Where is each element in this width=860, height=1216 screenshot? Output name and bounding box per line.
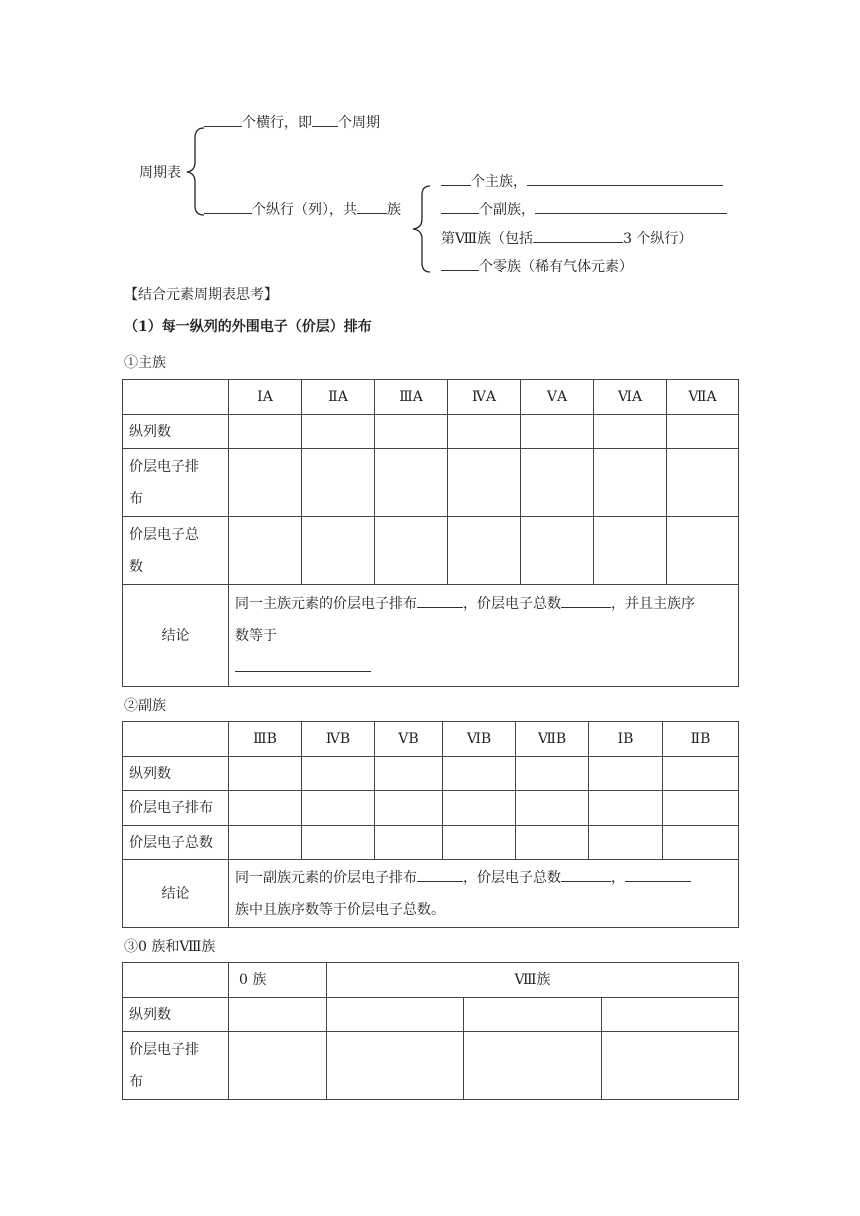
answer-cell[interactable] (516, 826, 589, 860)
answer-cell[interactable] (594, 517, 667, 585)
header-cell: ⅡA (302, 380, 375, 415)
conclusion-text: ， (611, 869, 625, 886)
conclusion-text: ，价层电子总数 (463, 595, 561, 612)
table-row (123, 791, 739, 826)
zero-group8-table (122, 962, 739, 1100)
answer-cell[interactable] (443, 791, 516, 826)
blank-columns[interactable] (204, 200, 252, 214)
blank[interactable] (561, 868, 611, 882)
answer-cell[interactable] (327, 1032, 464, 1100)
table-header-row (123, 380, 739, 415)
blank-sub-list[interactable] (535, 200, 727, 214)
group8-text-b: 3 个纵行） (623, 231, 693, 247)
periods-text: 个周期 (338, 115, 380, 131)
outline-zero-line (441, 257, 633, 276)
blank[interactable] (235, 658, 371, 672)
answer-cell[interactable] (229, 757, 302, 791)
answer-cell[interactable] (602, 998, 739, 1032)
table-row (123, 1032, 739, 1100)
blank-sub-count[interactable] (441, 200, 479, 214)
header-cell: ⅠB (589, 722, 663, 757)
answer-cell[interactable] (589, 757, 663, 791)
answer-cell[interactable] (589, 826, 663, 860)
conclusion-cell (229, 860, 739, 928)
header-cell: ⅢA (375, 380, 448, 415)
blank-groups[interactable] (357, 200, 387, 214)
blank-rows[interactable] (204, 113, 242, 127)
main-groups-text: 个主族， (471, 174, 527, 190)
header-cell: ⅣB (302, 722, 375, 757)
answer-cell[interactable] (667, 449, 739, 517)
conclusion-row (123, 585, 739, 687)
answer-cell[interactable] (302, 415, 375, 449)
header-corner (123, 722, 229, 757)
conclusion-text: 族中且族序数等于价层电子总数。 (235, 901, 445, 918)
blank[interactable] (417, 868, 463, 882)
group8-text-a: 第Ⅷ族（包括 (441, 231, 534, 247)
answer-cell[interactable] (516, 757, 589, 791)
conclusion-text: 同一副族元素的价层电子排布 (235, 869, 417, 886)
answer-cell[interactable] (448, 415, 521, 449)
answer-cell[interactable] (327, 998, 464, 1032)
answer-cell[interactable] (302, 757, 375, 791)
answer-cell[interactable] (229, 998, 327, 1032)
zero-group-text: 个零族（稀有气体元素） (479, 259, 633, 275)
row-label: 价层电子排布 (123, 791, 229, 826)
answer-cell[interactable] (521, 517, 594, 585)
conclusion-row (123, 860, 739, 928)
outline-sub-groups-line (441, 200, 727, 219)
row-label: 纵列数 (123, 757, 229, 791)
row-label: 纵列数 (123, 415, 229, 449)
blank-group8[interactable] (533, 229, 623, 243)
conclusion-label: 结论 (123, 860, 229, 928)
row-label: 价层电子总数 (123, 826, 229, 860)
answer-cell[interactable] (302, 826, 375, 860)
answer-cell[interactable] (302, 791, 375, 826)
header-cell: ⅦB (516, 722, 589, 757)
header-cell: ⅥB (443, 722, 516, 757)
outline-group8-line (441, 229, 692, 248)
conclusion-text: 数等于 (235, 627, 277, 644)
blank[interactable] (561, 594, 611, 608)
table-row (123, 826, 739, 860)
sub-groups-text: 个副族， (479, 202, 535, 218)
blank-main-list[interactable] (527, 172, 723, 186)
answer-cell[interactable] (448, 449, 521, 517)
answer-cell[interactable] (516, 791, 589, 826)
answer-cell[interactable] (602, 1032, 739, 1100)
row-label: 价层电子排 布 (123, 1032, 229, 1100)
header-cell: ⅤA (521, 380, 594, 415)
answer-cell[interactable] (589, 791, 663, 826)
answer-cell[interactable] (521, 415, 594, 449)
answer-cell[interactable] (229, 517, 302, 585)
answer-cell[interactable] (663, 826, 739, 860)
answer-cell[interactable] (443, 757, 516, 791)
rows-text: 个横行，即 (242, 115, 312, 131)
answer-cell[interactable] (375, 449, 448, 517)
outline-main-groups-line (441, 172, 723, 191)
blank-zero-count[interactable] (441, 257, 479, 271)
answer-cell[interactable] (521, 449, 594, 517)
answer-cell[interactable] (375, 826, 443, 860)
table-row (123, 415, 739, 449)
answer-cell[interactable] (229, 449, 302, 517)
answer-cell[interactable] (375, 757, 443, 791)
header-cell: ⅣA (448, 380, 521, 415)
table-row (123, 757, 739, 791)
header-corner (123, 380, 229, 415)
answer-cell[interactable] (375, 517, 448, 585)
main-groups-table (122, 379, 739, 687)
row-label: 纵列数 (123, 998, 229, 1032)
answer-cell[interactable] (229, 791, 302, 826)
conclusion-label: 结论 (123, 585, 229, 687)
answer-cell[interactable] (594, 415, 667, 449)
row-label: 价层电子总 数 (123, 517, 229, 585)
outline-cols-line (204, 200, 401, 219)
outline-rows-line (204, 113, 380, 132)
conclusion-text: ，价层电子总数 (463, 869, 561, 886)
groups-text: 族 (387, 202, 401, 218)
header-corner (123, 963, 229, 998)
header-cell: ⅡB (663, 722, 739, 757)
answer-cell[interactable] (663, 757, 739, 791)
blank-main-count[interactable] (441, 172, 471, 186)
right-brace (410, 184, 434, 274)
conclusion-cell (229, 585, 739, 687)
header-cell: 0 族 (229, 963, 327, 998)
question-1: （1）每一纵列的外围电子（价层）排布 (124, 319, 372, 335)
answer-cell[interactable] (375, 415, 448, 449)
blank-periods[interactable] (312, 113, 338, 127)
answer-cell[interactable] (594, 449, 667, 517)
answer-cell[interactable] (464, 1032, 602, 1100)
header-cell: ⅢB (229, 722, 302, 757)
header-cell: ⅤB (375, 722, 443, 757)
table-row (123, 449, 739, 517)
answer-cell[interactable] (443, 826, 516, 860)
answer-cell[interactable] (464, 998, 602, 1032)
header-cell: Ⅷ族 (327, 963, 739, 998)
answer-cell[interactable] (448, 517, 521, 585)
table-header-row (123, 963, 739, 998)
section-title: 【结合元素周期表思考】 (124, 287, 278, 303)
answer-cell[interactable] (663, 791, 739, 826)
blank[interactable] (625, 868, 691, 882)
main-groups-label: ①主族 (124, 355, 166, 371)
header-cell: ⅦA (667, 380, 739, 415)
zero-group8-label: ③0 族和Ⅷ族 (124, 939, 216, 955)
answer-cell[interactable] (302, 517, 375, 585)
table-row (123, 517, 739, 585)
outline-root-label: 周期表 (139, 165, 181, 181)
answer-cell[interactable] (667, 517, 739, 585)
columns-text: 个纵行（列），共 (252, 202, 357, 218)
answer-cell[interactable] (302, 449, 375, 517)
row-label: 价层电子排 布 (123, 449, 229, 517)
header-cell: ⅥA (594, 380, 667, 415)
sub-groups-table (122, 721, 739, 928)
table-header-row (123, 722, 739, 757)
blank[interactable] (417, 594, 463, 608)
table-row (123, 998, 739, 1032)
conclusion-text: 同一主族元素的价层电子排布 (235, 595, 417, 612)
answer-cell[interactable] (229, 415, 302, 449)
answer-cell[interactable] (229, 826, 302, 860)
conclusion-text: ，并且主族序 (611, 595, 695, 612)
header-cell: ⅠA (229, 380, 302, 415)
answer-cell[interactable] (667, 415, 739, 449)
sub-groups-label: ②副族 (124, 698, 166, 714)
answer-cell[interactable] (375, 791, 443, 826)
answer-cell[interactable] (229, 1032, 327, 1100)
